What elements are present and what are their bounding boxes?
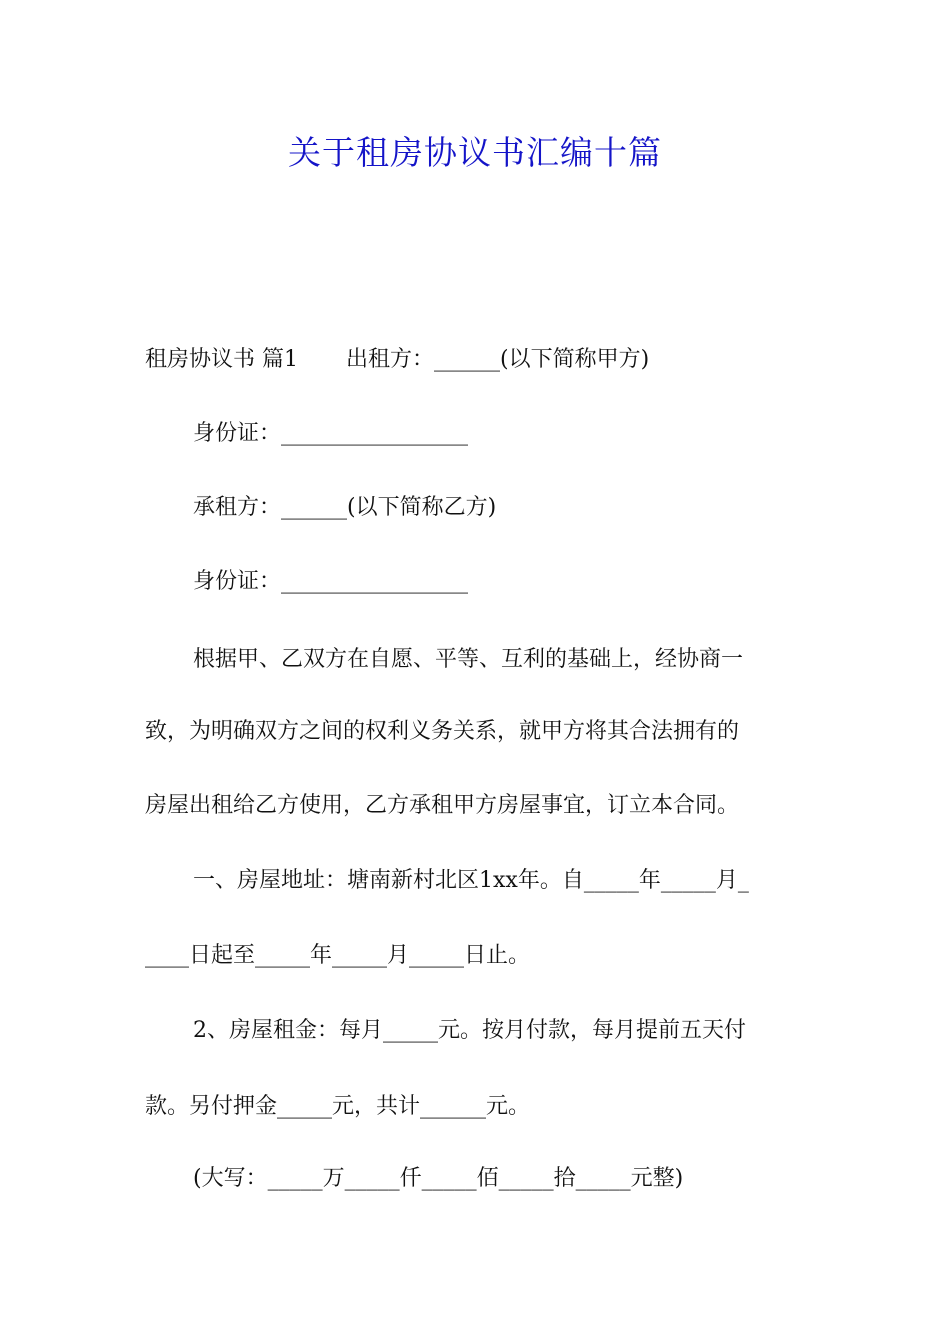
clause-rent-line: 款。另付押金_____元，共计______元。 xyxy=(145,1094,531,1119)
lessee-id-line: 身份证：_________________ xyxy=(193,569,469,594)
clause-address-line: ____日起至_____年_____月_____日止。 xyxy=(145,943,531,968)
document-title: 关于租房协议书汇编十篇 xyxy=(288,133,662,172)
paragraph-line: 致，为明确双方之间的权利义务关系，就甲方将其合法拥有的 xyxy=(145,719,740,744)
section-heading: 租房协议书 篇1 xyxy=(145,347,298,372)
paragraph-line xyxy=(145,345,810,375)
amount-in-words-line: (大写：_____万_____仟_____佰_____拾_____元整) xyxy=(193,1166,684,1191)
lessee-line: 承租方：______(以下简称乙方) xyxy=(193,495,497,520)
clause-address-line: 一、房屋地址：塘南新村北区1xx年。自_____年_____月_ xyxy=(193,868,749,893)
lessor-id-line: 身份证：_________________ xyxy=(193,421,469,446)
clause-rent-line: 2、房屋租金：每月_____元。按月付款，每月提前五天付 xyxy=(193,1018,746,1043)
paragraph-line: 根据甲、乙双方在自愿、平等、互利的基础上，经协商一 xyxy=(193,647,744,672)
paragraph-line: 房屋出租给乙方使用，乙方承租甲方房屋事宜，订立本合同。 xyxy=(145,793,740,818)
lessor-field: 出租方：______(以下简称甲方) xyxy=(346,347,650,372)
